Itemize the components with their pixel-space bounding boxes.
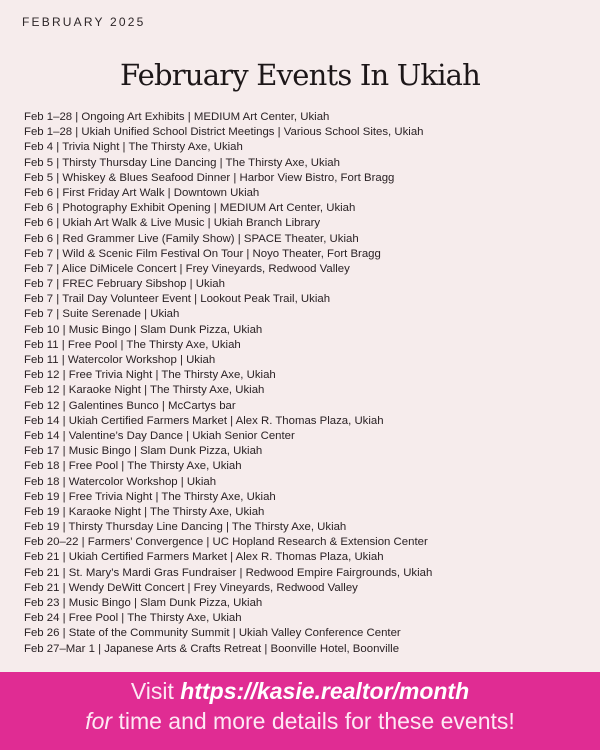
event-item: Feb 19 | Karaoke Night | The Thirsty Axe, Ukiah bbox=[24, 505, 265, 518]
event-item: Feb 6 | Ukiah Art Walk & Live Music | Ukiah Branch Library bbox=[24, 217, 321, 230]
event-item: Feb 6 | Red Grammer Live (Family Show) | SPACE Theater, Ukiah bbox=[24, 232, 359, 245]
event-item: Feb 12 | Galentines Bunco | McCartys bar bbox=[24, 399, 236, 412]
event-item: Feb 6 | First Friday Art Walk | Downtown Ukiah bbox=[24, 186, 260, 199]
event-item: Feb 14 | Valentine’s Day Dance | Ukiah Senior Center bbox=[24, 429, 295, 442]
event-item: Feb 10 | Music Bingo | Slam Dunk Pizza, Ukiah bbox=[24, 323, 263, 336]
month-label: FEBRUARY 2025 bbox=[22, 15, 146, 29]
event-item: Feb 11 | Free Pool | The Thirsty Axe, Ukiah bbox=[24, 338, 241, 351]
details-text: time and more details for these events! bbox=[112, 708, 515, 734]
cta-banner bbox=[0, 672, 600, 750]
event-item: Feb 7 | Wild & Scenic Film Festival On Tour | Noyo Theater, Fort Bragg bbox=[24, 247, 381, 260]
page-title: February Events In Ukiah bbox=[119, 58, 481, 92]
event-item: Feb 21 | Wendy DeWitt Concert | Frey Vineyards, Redwood Valley bbox=[24, 581, 358, 594]
event-item: Feb 7 | FREC February Sibshop | Ukiah bbox=[24, 278, 225, 291]
event-item: Feb 12 | Karaoke Night | The Thirsty Axe, Ukiah bbox=[24, 384, 265, 397]
event-item: Feb 5 | Thirsty Thursday Line Dancing | The Thirsty Axe, Ukiah bbox=[24, 156, 340, 169]
event-item: Feb 21 | Ukiah Certified Farmers Market | Alex R. Thomas Plaza, Ukiah bbox=[24, 551, 384, 564]
event-list bbox=[24, 110, 432, 657]
visit-text: Visit bbox=[130, 678, 181, 704]
event-item: Feb 18 | Free Pool | The Thirsty Axe, Ukiah bbox=[24, 460, 242, 473]
cta-line-2 bbox=[0, 706, 600, 736]
event-item: Feb 1–28 | Ongoing Art Exhibits | MEDIUM Art Center, Ukiah bbox=[24, 111, 330, 123]
event-item: Feb 11 | Watercolor Workshop | Ukiah bbox=[24, 354, 216, 366]
event-item: Feb 18 | Watercolor Workshop | Ukiah bbox=[24, 475, 217, 488]
event-item: Feb 24 | Free Pool | The Thirsty Axe, Ukiah bbox=[24, 612, 242, 625]
event-item: Feb 4 | Trivia Night | The Thirsty Axe, Ukiah bbox=[24, 141, 243, 154]
event-item: Feb 26 | State of the Community Summit | Ukiah Valley Conference Center bbox=[24, 627, 401, 640]
event-item: Feb 23 | Music Bingo | Slam Dunk Pizza, Ukiah bbox=[24, 597, 263, 609]
cta-line-1 bbox=[0, 676, 600, 706]
event-item: Feb 14 | Ukiah Certified Farmers Market | Alex R. Thomas Plaza, Ukiah bbox=[24, 414, 384, 427]
event-item: Feb 19 | Free Trivia Night | The Thirsty Axe, Ukiah bbox=[24, 490, 276, 503]
event-item: Feb 17 | Music Bingo | Slam Dunk Pizza, Ukiah bbox=[24, 445, 263, 458]
month-url-link[interactable]: https://kasie.realtor/month bbox=[180, 678, 470, 704]
event-item: Feb 19 | Thirsty Thursday Line Dancing | The Thirsty Axe, Ukiah bbox=[24, 521, 347, 534]
event-item: Feb 20–22 | Farmers’ Convergence | UC Hopland Research & Extension Center bbox=[24, 536, 428, 549]
event-item: Feb 7 | Alice DiMicele Concert | Frey Vineyards, Redwood Valley bbox=[24, 262, 350, 275]
event-item: Feb 12 | Free Trivia Night | The Thirsty Axe, Ukiah bbox=[24, 369, 276, 382]
event-item: Feb 27–Mar 1 | Japanese Arts & Crafts Retreat | Boonville Hotel, Boonville bbox=[24, 642, 400, 655]
event-item: Feb 1–28 | Ukiah Unified School District Meetings | Various School Sites, Ukiah bbox=[24, 126, 424, 139]
event-item: Feb 21 | St. Mary’s Mardi Gras Fundraiser | Redwood Empire Fairgrounds, Ukiah bbox=[24, 566, 433, 579]
event-item: Feb 7 | Trail Day Volunteer Event | Lookout Peak Trail, Ukiah bbox=[24, 293, 331, 306]
event-item: Feb 7 | Suite Serenade | Ukiah bbox=[24, 308, 180, 321]
event-item: Feb 5 | Whiskey & Blues Seafood Dinner | Harbor View Bistro, Fort Bragg bbox=[24, 171, 395, 184]
event-item: Feb 6 | Photography Exhibit Opening | MEDIUM Art Center, Ukiah bbox=[24, 202, 356, 215]
for-text: for bbox=[85, 708, 113, 734]
